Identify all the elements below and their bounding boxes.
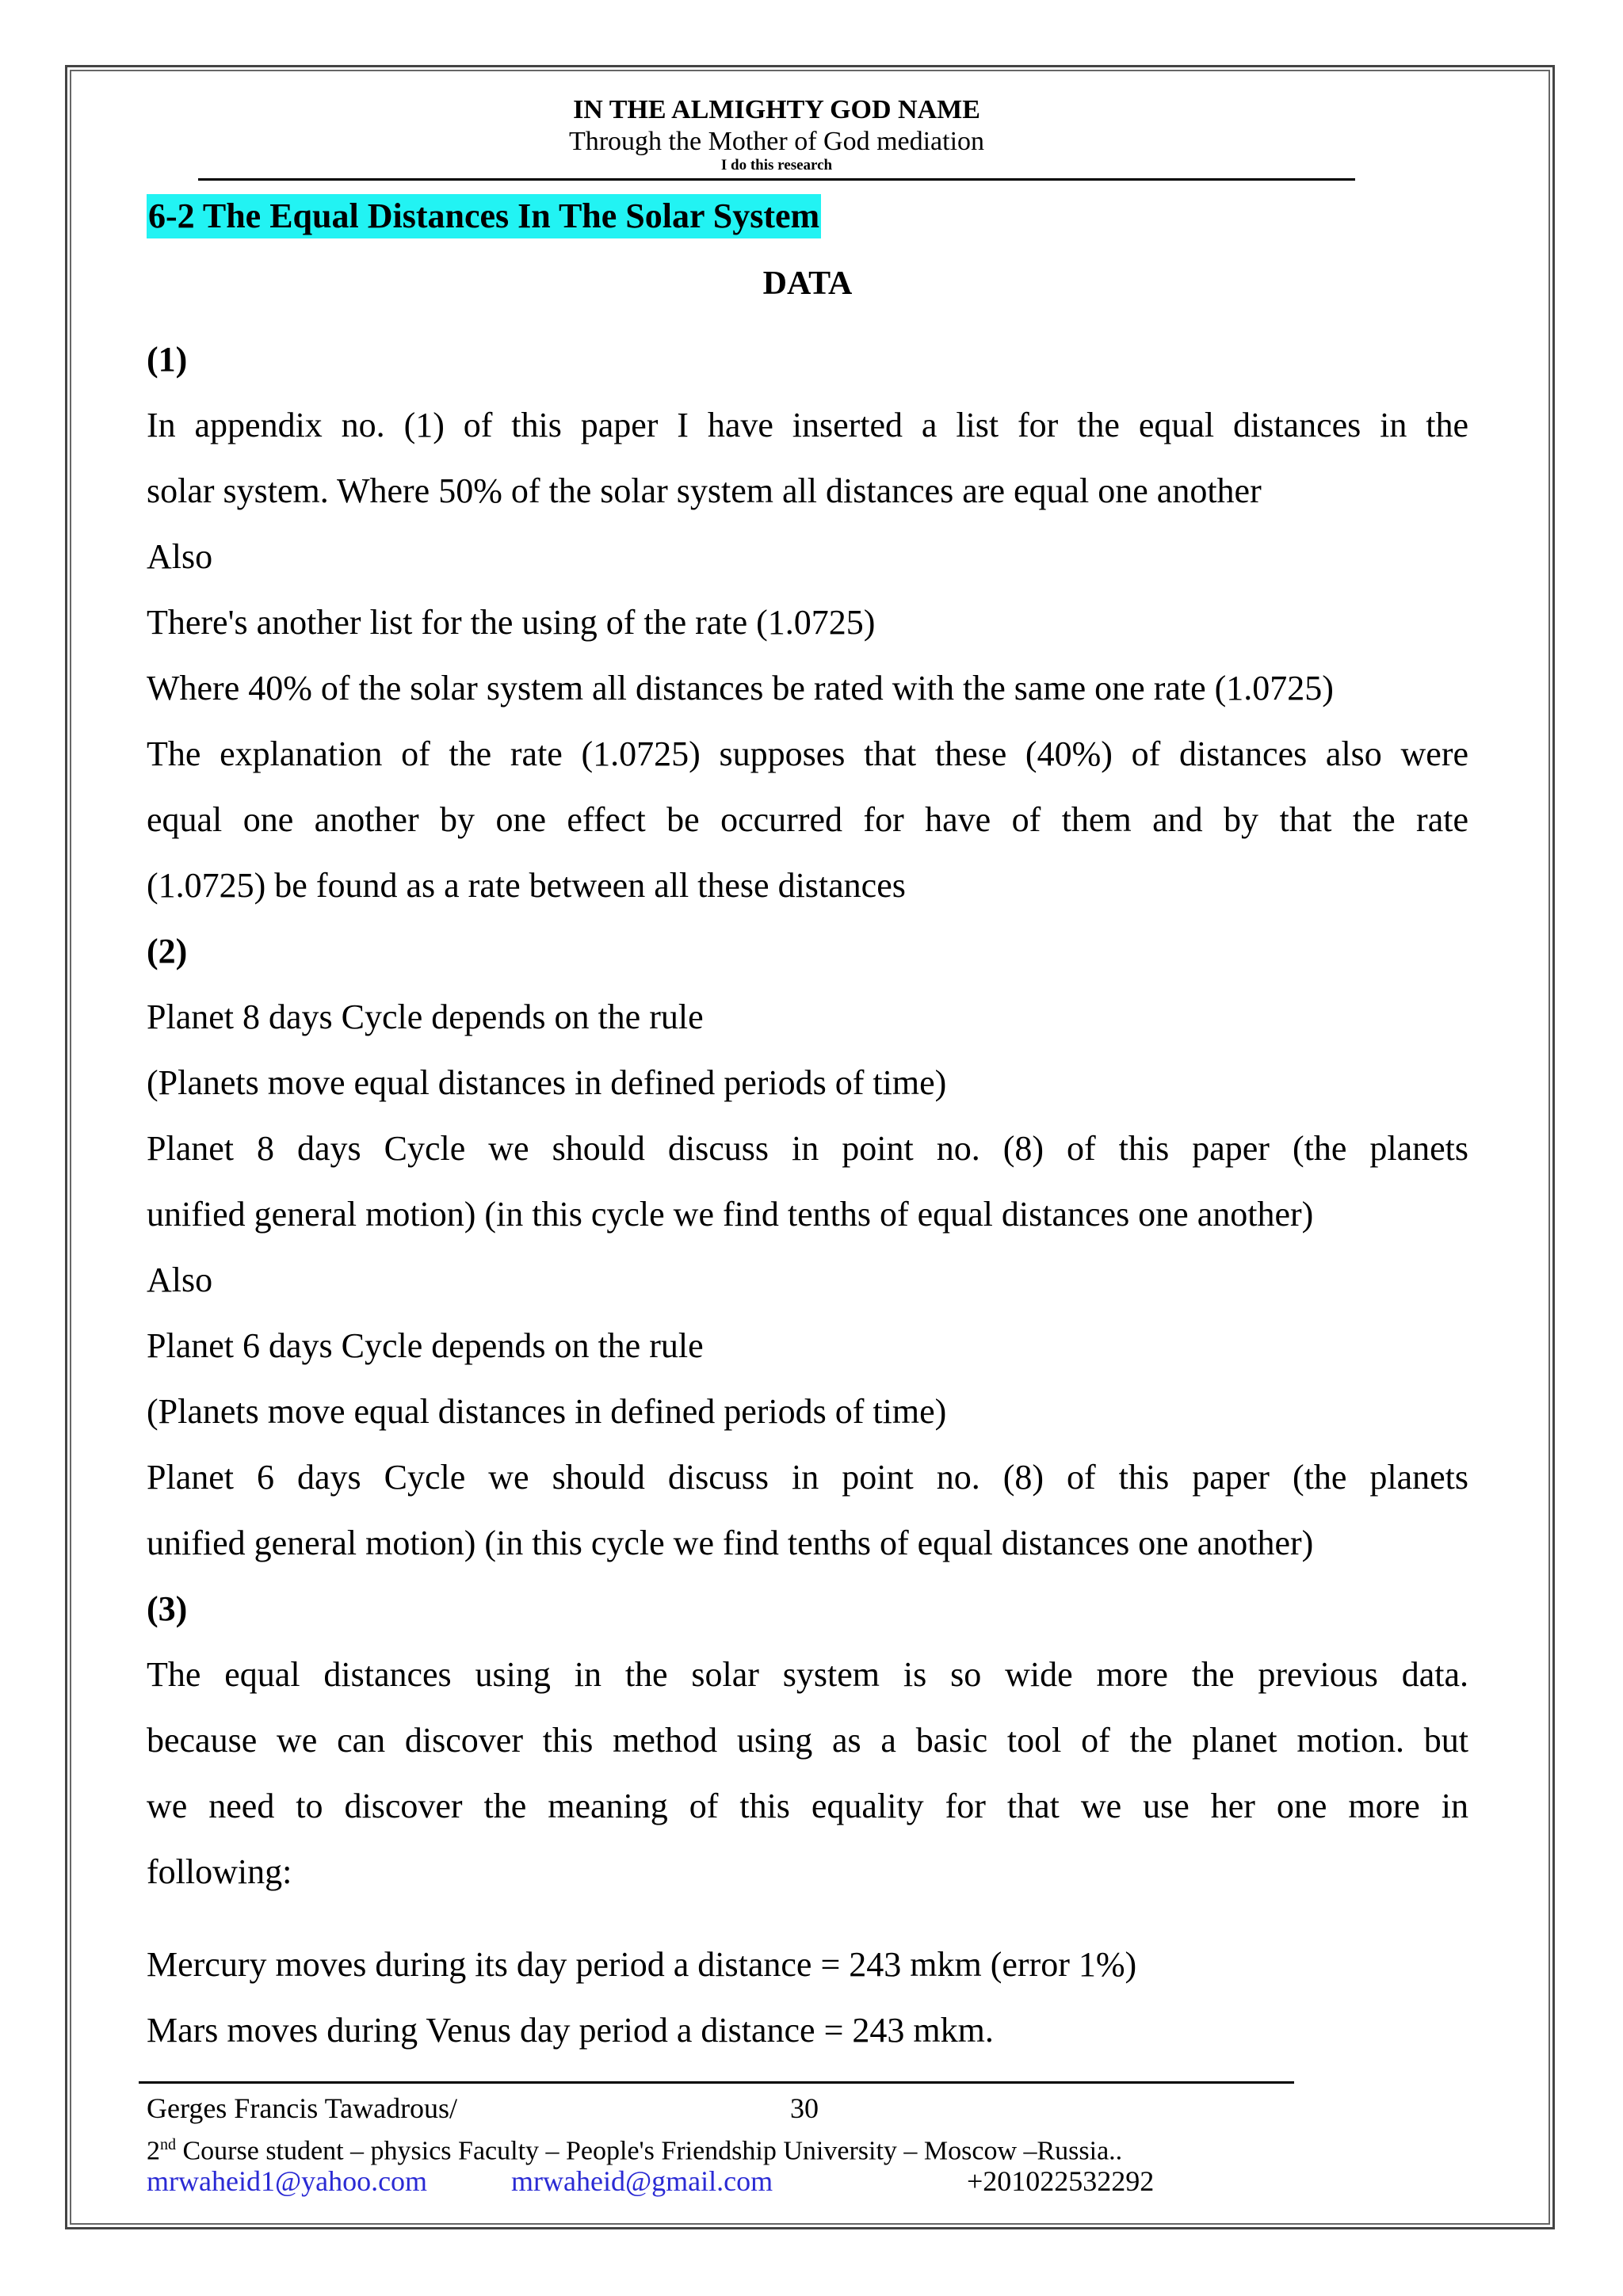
body-line: Planet 8 days Cycle depends on the rule bbox=[147, 997, 704, 1036]
body-line: unified general motion) (in this cycle we find tenths of equal distances one another) bbox=[147, 1195, 1314, 1234]
body-line: Planet 6 days Cycle we should discuss in point no. (8) of this paper (the planets bbox=[147, 1458, 1468, 1497]
body-line: (Planets move equal distances in defined periods of time) bbox=[147, 1392, 947, 1431]
paragraph-gap bbox=[147, 1905, 1468, 1932]
body-line: we need to discover the meaning of this equality for that we use her one more in bbox=[147, 1787, 1468, 1825]
body-line: Mercury moves during its day period a distance = 243 mkm (error 1%) bbox=[147, 1945, 1137, 1984]
body-line: Where 40% of the solar system all distances be rated with the same one rate (1.0725) bbox=[147, 669, 1334, 707]
body-line: In appendix no. (1) of this paper I have inserted a list for the equal distances in the bbox=[147, 406, 1468, 444]
course-ordinal-suffix: nd bbox=[160, 2136, 176, 2153]
body-line: unified general motion) (in this cycle we find tenths of equal distances one another) bbox=[147, 1524, 1314, 1562]
email-link-yahoo[interactable]: mrwaheid1@yahoo.com bbox=[147, 2165, 428, 2197]
course-text: Course student – physics Faculty – People's Friendship University – Moscow –Russia.. bbox=[176, 2136, 1123, 2166]
footer-author: Gerges Francis Tawadrous/ bbox=[147, 2092, 458, 2124]
page-footer bbox=[147, 2090, 1468, 2199]
body-line: Also bbox=[147, 1261, 213, 1299]
page-number: 30 bbox=[790, 2092, 819, 2124]
body-line: Mars moves during Venus day period a distance = 243 mkm. bbox=[147, 2011, 994, 2050]
header-subtitle: Through the Mother of God mediation bbox=[568, 127, 985, 156]
body-line: Also bbox=[147, 537, 213, 576]
course-ordinal: 2 bbox=[147, 2136, 160, 2166]
document-body bbox=[147, 326, 1468, 2063]
footer-author-row bbox=[147, 2090, 1468, 2126]
footer-divider bbox=[139, 2081, 1294, 2084]
body-line: solar system. Where 50% of the solar system all distances are equal one another bbox=[147, 471, 1262, 510]
body-line: The equal distances using in the solar system is so wide more the previous data. bbox=[147, 1655, 1468, 1694]
header-note: I do this research bbox=[720, 157, 833, 174]
phone-number: +201022532292 bbox=[967, 2165, 1155, 2197]
body-line: following: bbox=[147, 1852, 292, 1891]
section-heading: 6-2 The Equal Distances In The Solar System bbox=[147, 194, 821, 238]
body-line: Planet 8 days Cycle we should discuss in point no. (8) of this paper (the planets bbox=[147, 1129, 1468, 1168]
footer-contact-row bbox=[147, 2163, 1468, 2199]
page-header bbox=[198, 93, 1355, 174]
footer-course-row bbox=[147, 2126, 1468, 2166]
header-divider bbox=[198, 178, 1355, 181]
paragraph-marker-3: (3) bbox=[147, 1589, 188, 1628]
data-heading: DATA bbox=[762, 265, 853, 302]
body-line: The explanation of the rate (1.0725) supposes that these (40%) of distances also were bbox=[147, 734, 1468, 773]
paragraph-marker-2: (2) bbox=[147, 932, 188, 971]
body-line: (1.0725) be found as a rate between all these distances bbox=[147, 866, 906, 905]
body-line: equal one another by one effect be occurred for have of them and by that the rate bbox=[147, 800, 1468, 839]
email-link-gmail[interactable]: mrwaheid@gmail.com bbox=[511, 2165, 773, 2197]
header-title: IN THE ALMIGHTY GOD NAME bbox=[573, 95, 980, 124]
body-line: (Planets move equal distances in defined periods of time) bbox=[147, 1063, 947, 1102]
body-line: Planet 6 days Cycle depends on the rule bbox=[147, 1326, 704, 1365]
paragraph-marker-1: (1) bbox=[147, 340, 188, 379]
body-line: There's another list for the using of the rate (1.0725) bbox=[147, 603, 876, 642]
body-line: because we can discover this method using as a basic tool of the planet motion. but bbox=[147, 1721, 1468, 1760]
